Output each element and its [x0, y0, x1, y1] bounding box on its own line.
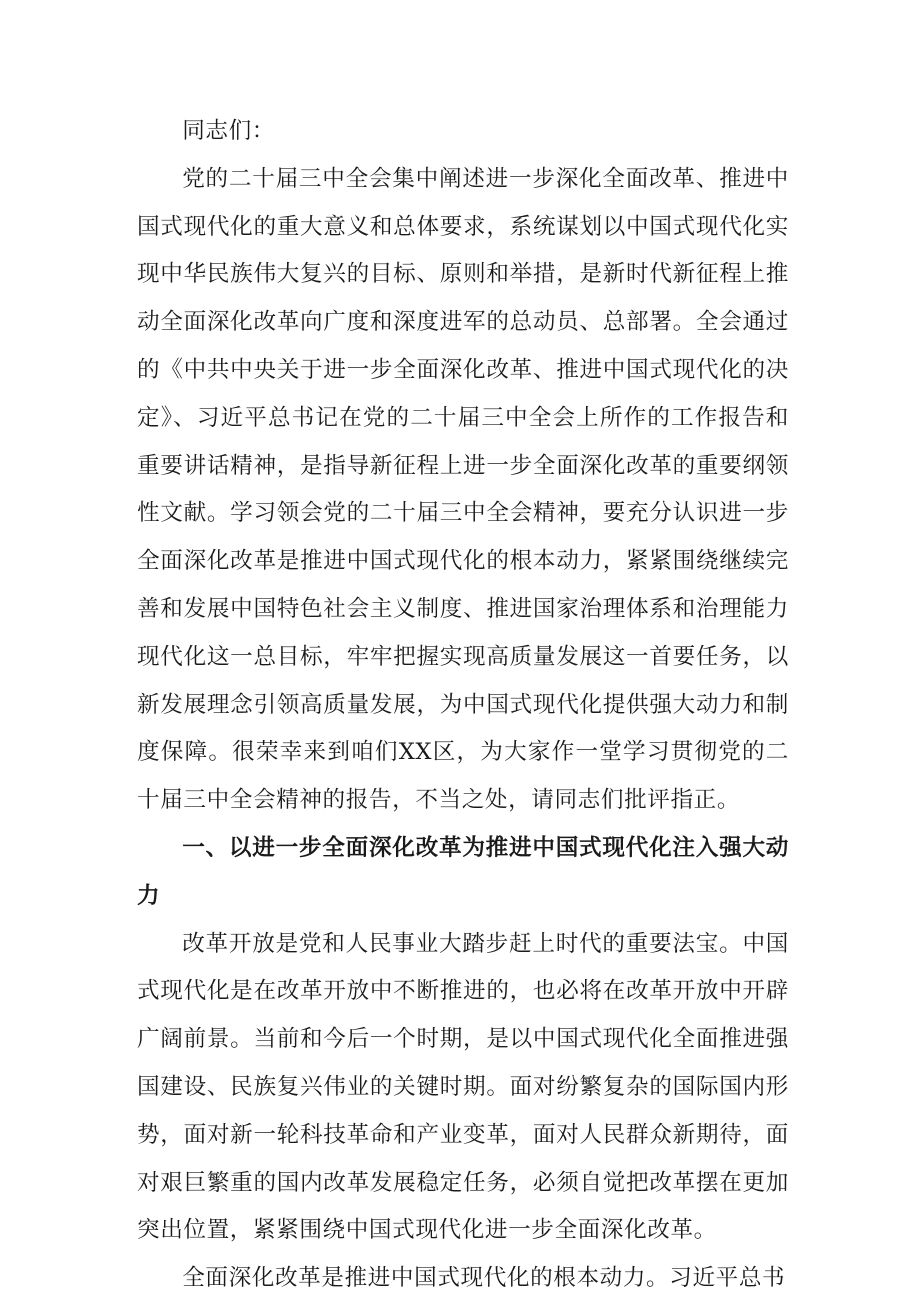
intro-paragraph: 党的二十届三中全会集中阐述进一步深化全面改革、推进中国式现代化的重大意义和总体要求，系统谋划以中国式现代化实现中华民族伟大复兴的目标、原则和举措，是新时代新征程上推动全面深化改革向广度和深度进军的总动员、总部署。全会通过的《中共中央关于进一步全面深化改革、推进中国式现代化的决定》、习近平总书记在党的二十届三中全会上所作的工作报告和重要讲话精神，是指导新征程上进一步全面深化改革的重要纲领性文献。学习领会党的二十届三中全会精神，要充分认识进一步全面深化改革是推进中国式现代化的根本动力，紧紧围绕继续完善和发展中国特色社会主义制度、推进国家治理体系和治理能力现代化这一总目标，牢牢把握实现高质量发展这一首要任务，以新发展理念引领高质量发展，为中国式现代化提供强大动力和制度保障。很荣幸来到咱们XX区，为大家作一堂学习贯彻党的二十届三中全会精神的报告，不当之处，请同志们批评指正。	[137, 165, 789, 814]
section-heading: 一、以进一步全面深化改革为推进中国式现代化注入强大动力	[137, 834, 789, 909]
section-paragraph-2: 全面深化改革是推进中国式现代化的根本动力。习近平总书	[182, 1265, 786, 1292]
salutation: 同志们：	[182, 118, 275, 144]
section-paragraph-1: 改革开放是党和人民事业大踏步赶上时代的重要法宝。中国式现代化是在改革开放中不断推进的，也必将在改革开放中开辟广阔前景。当前和今后一个时期，是以中国式现代化全面推进强国建设、民族复兴伟业的关键时期。面对纷繁复杂的国际国内形势，面对新一轮科技革命和产业变革，面对人民群众新期待，面对艰巨繁重的国内改革发展稳定任务，必须自觉把改革摆在更加突出位置，紧紧围绕中国式现代化进一步全面深化改革。	[137, 930, 789, 1244]
document-body	[137, 108, 789, 1303]
